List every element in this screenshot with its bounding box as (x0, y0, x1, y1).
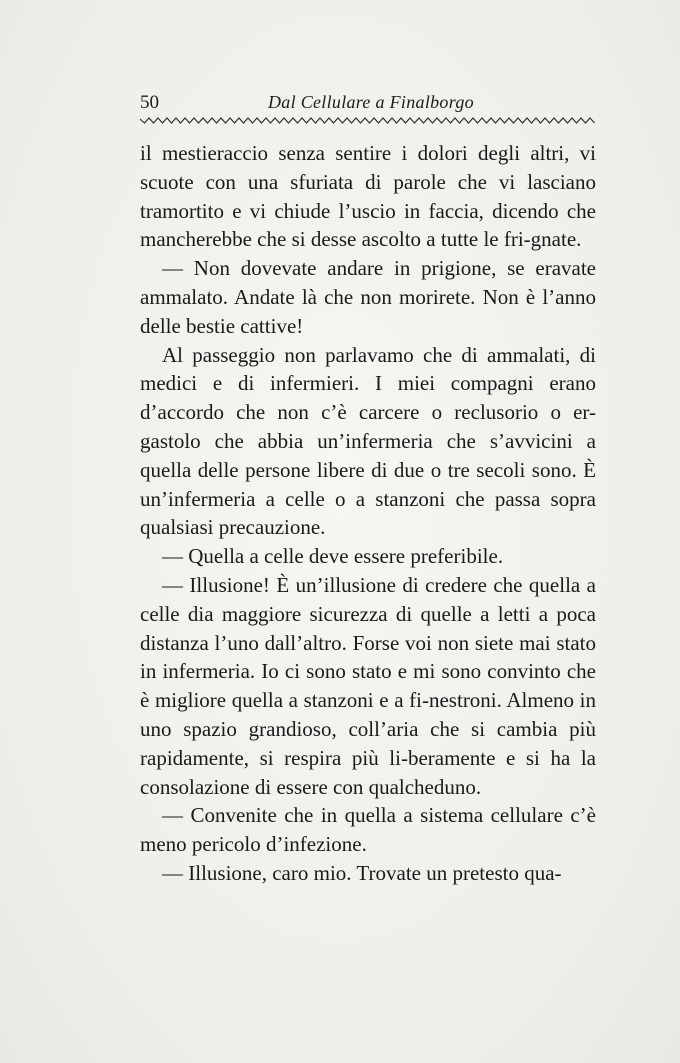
running-title: Dal Cellulare a Finalborgo (268, 92, 474, 112)
page-header (140, 92, 596, 116)
decorative-wavy-rule (140, 115, 596, 127)
paragraph-6: — Convenite che in quella a sistema cellulare c’è meno pericolo d’infezione. (140, 803, 596, 857)
paragraph-3: Al passeggio non parlavamo che di ammalati, di medici e di infermieri. I miei compagni erano d’accordo che non c’è carcere o reclusorio o er-gastolo che abbia un’infermeria che s’avvicini a quella delle persone libere di due o tre secoli sono. È un’infermeria a celle o a stanzoni che passa sopra qualsiasi precauzione. (140, 342, 596, 540)
body-text (140, 139, 596, 888)
paragraph-7: — Illusione, caro mio. Trovate un pretesto qua- (162, 860, 562, 885)
paragraph-2: — Non dovevate andare in prigione, se eravate ammalato. Andate là che non morirete. Non è l’anno delle bestie cattive! (140, 256, 596, 338)
page-number: 50 (140, 92, 159, 113)
paragraph-1: il mestieraccio senza sentire i dolori degli altri, vi scuote con una sfuriata di parole che vi lasciano tramortito e vi chiude l’uscio in faccia, dicendo che mancherebbe che si desse ascolto a tutte le fri-gnate. (140, 141, 596, 252)
paragraph-4: — Quella a celle deve essere preferibile. (162, 544, 504, 569)
paragraph-5: — Illusione! È un’illusione di credere che quella a celle dia maggiore sicurezza di quelle a letti a poca distanza l’uno dall’altro. Forse voi non siete mai stato in infermeria. Io ci sono stato e mi sono convinto che è migliore quella a stanzoni e a fi-nestroni. Almeno in uno spazio grandioso, coll’aria che si cambia più rapidamente, si respira più li-beramente e si ha la consolazione di essere con qualcheduno. (140, 572, 596, 799)
